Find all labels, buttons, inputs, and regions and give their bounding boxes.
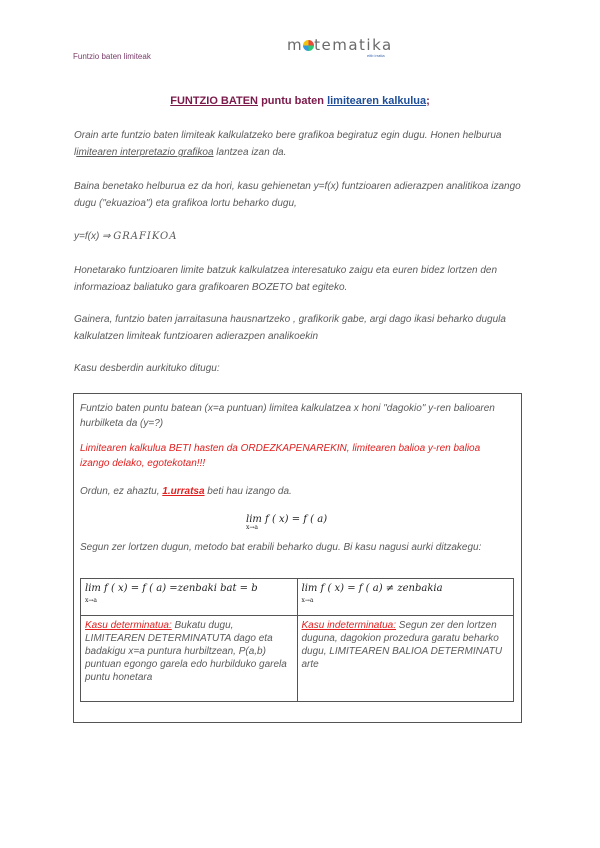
title-part3: limitearen kalkulua bbox=[327, 95, 427, 107]
left-formula-sub: x→a bbox=[85, 597, 97, 604]
paragraph-function-graph bbox=[74, 228, 544, 245]
logo-text bbox=[287, 36, 393, 54]
paragraph-intro bbox=[74, 127, 544, 161]
right-formula bbox=[302, 582, 510, 607]
logo-subtitle: eitb irratia bbox=[367, 53, 385, 58]
logo-post: tematika bbox=[314, 36, 393, 54]
p1-underlined: imitearen interpretazio grafikoa bbox=[76, 147, 214, 158]
left-formula bbox=[85, 582, 293, 607]
p1-text: Orain arte funtzio baten limiteak kalkulatzeko bere grafikoa begiratuz egin dugu. Honen helburua l bbox=[74, 130, 502, 158]
determinate-text: Bukatu dugu, LIMITEAREN DETERMINATUTA dago eta badakigu x=a puntura hurbiltzean, P(a,b) puntuan egongo garela edo hurbilduko garela puntu honetara bbox=[85, 620, 287, 683]
p1-text-end: lantzea izan da. bbox=[213, 147, 287, 158]
determinate-label: Kasu determinatua: bbox=[85, 620, 172, 631]
right-formula-sub: x→a bbox=[301, 597, 314, 604]
title-part1: FUNTZIO BATEN bbox=[170, 95, 259, 107]
paragraph-purpose: Honetarako funtzioaren limite batzuk kalkulatzea interesatuko zaigu eta euren bidez lortzen den informazioaz baliatuko gara grafikoaren BOZETO bat egiteko. bbox=[74, 265, 498, 293]
b3-text: Ordun, ez ahaztu, bbox=[80, 486, 163, 497]
cell-left-formula bbox=[81, 579, 298, 616]
p3-text: y=f(x) ⇒ bbox=[74, 231, 114, 242]
matematika-logo bbox=[287, 36, 407, 62]
paragraph-cases: Kasu desberdin aurkituko ditugu: bbox=[74, 363, 220, 374]
box-substitution-note: Limitearen kalkulua BETI hasten da ORDEZKAPENAREKIN, limitearen balioa y-ren balioa izango delako, egotekotan!!! bbox=[80, 443, 481, 469]
cell-determinate bbox=[81, 616, 298, 702]
running-header: Funtzio baten limiteak bbox=[73, 52, 151, 61]
formula-main: lim f ( x) = f ( a) bbox=[246, 514, 328, 525]
left-formula-text: lim f ( x) = f ( a) =zenbaki bat = b bbox=[85, 583, 258, 594]
logo-circle-icon bbox=[303, 40, 314, 51]
p3-grafikoa: GRAFIKOA bbox=[113, 231, 178, 242]
cases-table bbox=[80, 578, 514, 702]
box-first-step bbox=[80, 484, 510, 499]
box-definition: Funtzio baten puntu batean (x=a puntuan) limitea kalkulatzea x honi "dagokio" y-ren balioaren hurbilketa da (y=?) bbox=[80, 403, 495, 429]
paragraph-continuity: Gainera, funtzio baten jarraitasuna hausnartzeko , grafikorik gabe, argi dago ikasi beharko dugula kalkulatzen limiteak funtzioaren adierazpen analikoekin bbox=[74, 314, 506, 342]
indeterminate-text: Segun zer den lortzen duguna, dagokion prozedura garatu beharko dugu, LIMITEAREN BALIOA DETERMINATU arte bbox=[301, 620, 503, 670]
page-title bbox=[0, 95, 600, 107]
b3-text-end: beti hau izango da. bbox=[204, 486, 292, 497]
logo-pre: m bbox=[287, 36, 304, 54]
title-part4: ; bbox=[426, 95, 430, 107]
indeterminate-label: Kasu indeterminatua: bbox=[301, 620, 397, 631]
formula-main-sub: x→a bbox=[246, 524, 258, 531]
main-limit-formula bbox=[246, 514, 327, 531]
cell-indeterminate bbox=[297, 616, 514, 702]
right-formula-text: lim f ( x) = f ( a) ≠ zenbakia bbox=[301, 583, 443, 594]
paragraph-goal: Baina benetako helburua ez da hori, kasu gehienetan y=f(x) funtzioaren adierazpen analitikoa izango dugu ("ekuazioa") eta grafikoa lortu beharko dugu, bbox=[74, 181, 521, 209]
b3-highlight: 1.urratsa bbox=[162, 486, 205, 497]
box-method-note: Segun zer lortzen dugun, metodo bat erabili beharko dugu. Bi kasu nagusi aurki ditzakegu: bbox=[80, 542, 482, 553]
title-part2: puntu baten bbox=[258, 95, 328, 107]
cell-right-formula bbox=[297, 579, 514, 616]
content-box bbox=[73, 393, 522, 723]
